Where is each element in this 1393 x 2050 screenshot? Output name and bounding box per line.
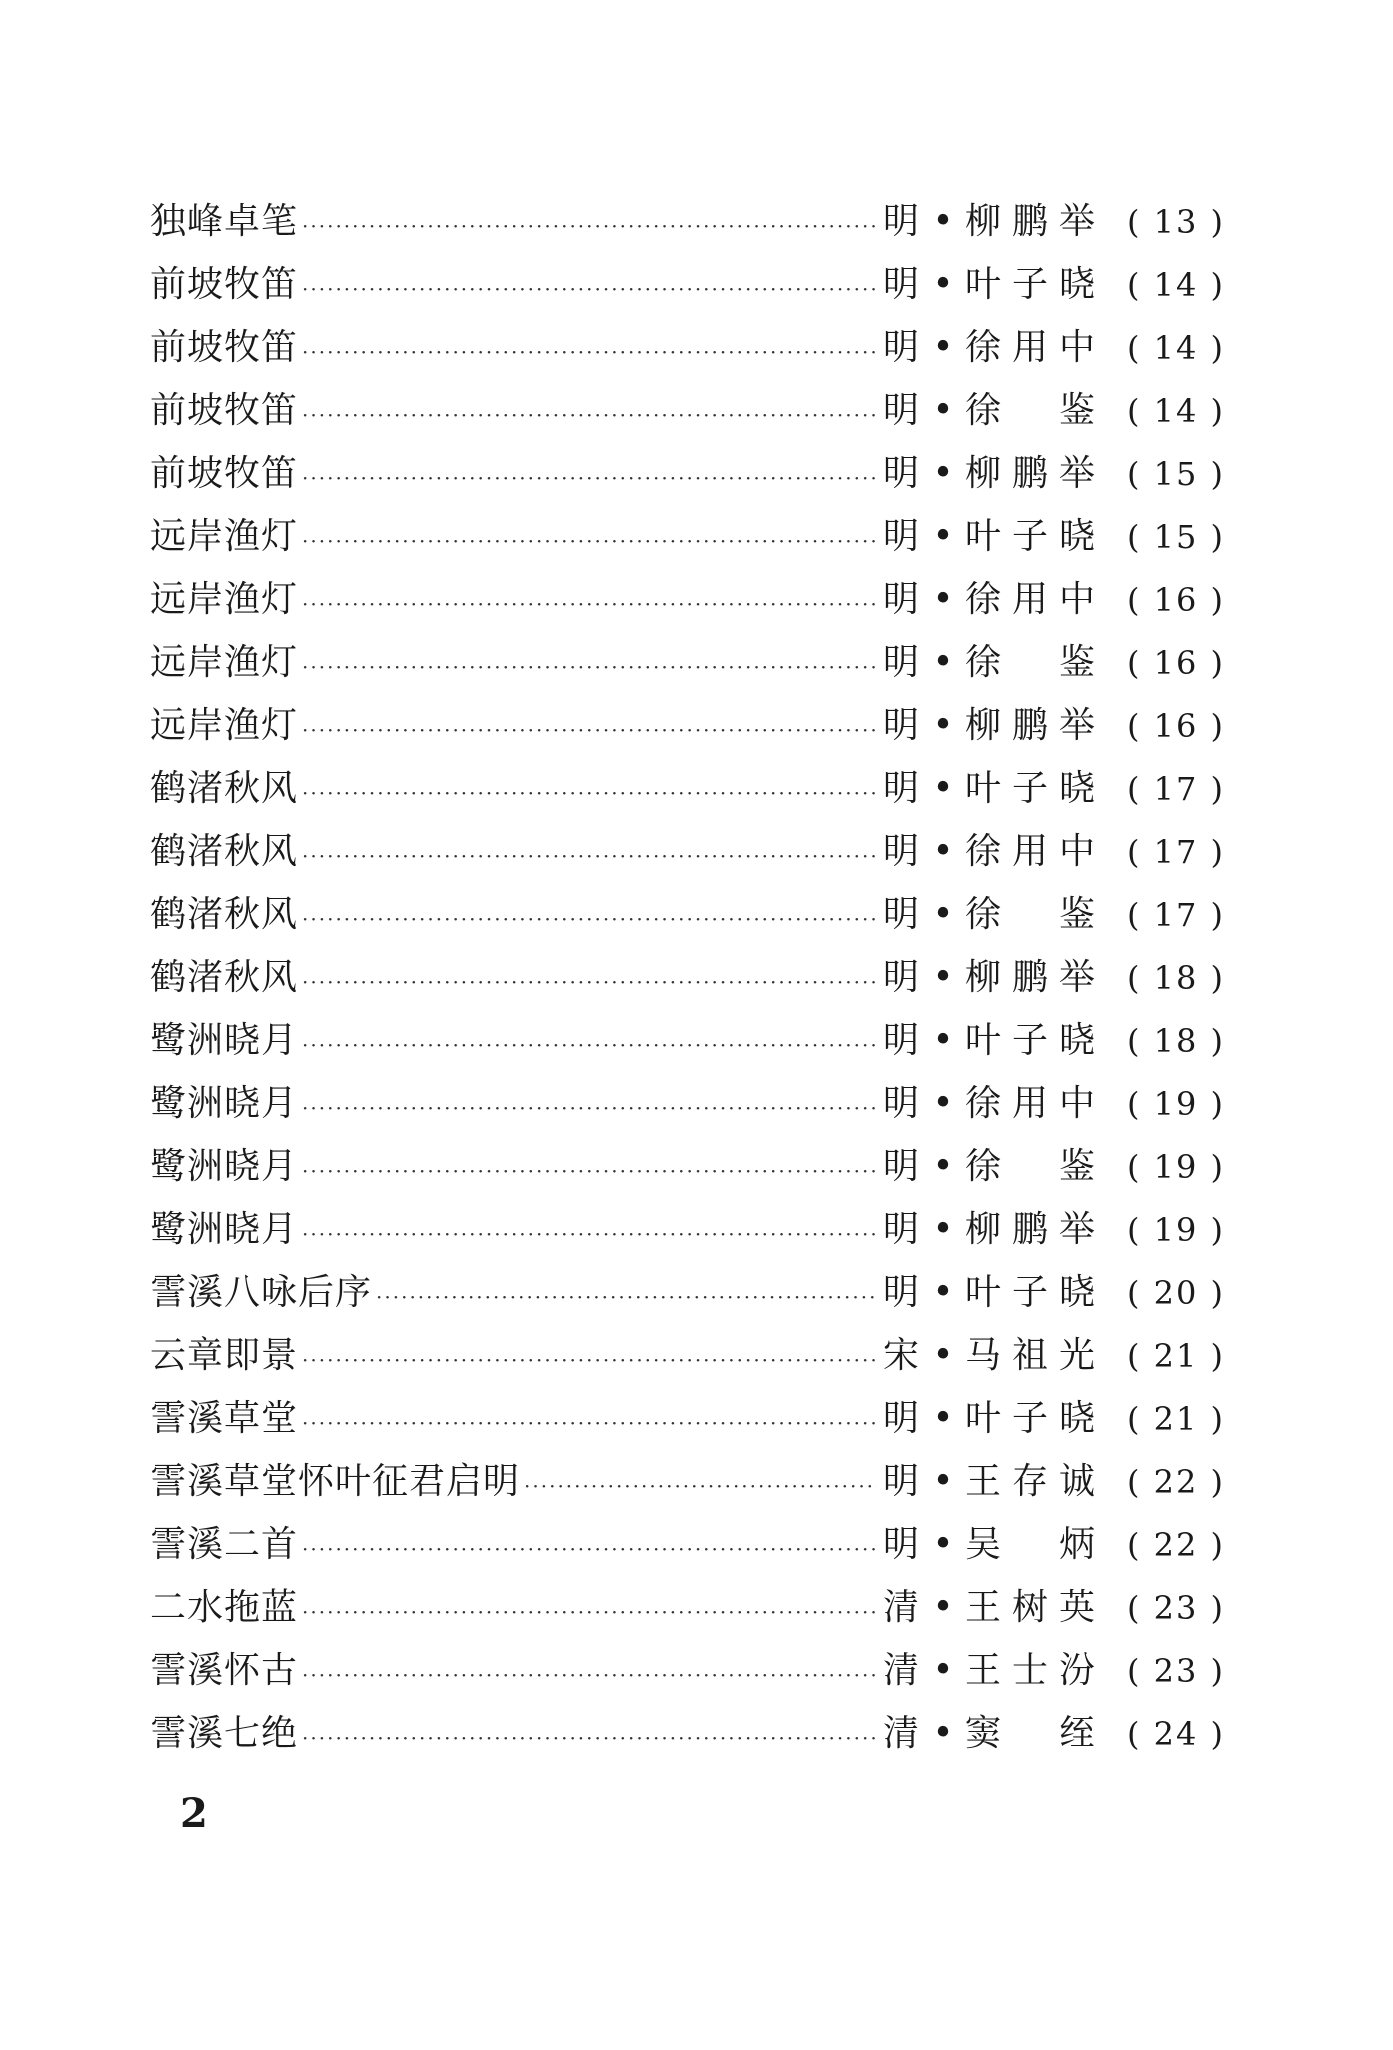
toc-entry-separator: • (932, 957, 954, 998)
toc-entry (150, 1513, 1225, 1576)
toc-entry-dynasty: 清 (882, 1713, 919, 1754)
toc-entry (150, 253, 1225, 316)
toc-entry-dynasty: 明 (882, 1083, 919, 1124)
toc-entry-separator: • (932, 1524, 954, 1565)
toc-entry-dynasty: 明 (882, 390, 919, 431)
toc-entry-separator: • (932, 768, 954, 809)
toc-entry (150, 694, 1225, 757)
toc-entry (150, 1702, 1225, 1765)
dot-leader (302, 195, 877, 258)
toc-entry-page: ( 19 ) (1126, 1211, 1225, 1249)
toc-entry-dynasty: 明 (882, 642, 919, 683)
toc-entry-author: 叶子晓 (965, 1272, 1095, 1313)
toc-entry-title: 鹤渚秋风 (150, 894, 299, 935)
toc-entry-page: ( 17 ) (1126, 896, 1225, 934)
toc-entry-author: 叶子晓 (965, 264, 1095, 305)
toc-entry-dynasty: 明 (882, 264, 919, 305)
toc-entry-author: 徐 鉴 (965, 894, 1095, 935)
toc-entry-separator: • (932, 516, 954, 557)
toc-entry (150, 631, 1225, 694)
toc-entry-title: 远岸渔灯 (150, 705, 299, 746)
toc-entry-title: 霅溪二首 (150, 1524, 299, 1565)
toc-entry-dynasty: 清 (882, 1587, 919, 1628)
toc-entry-title: 远岸渔灯 (150, 642, 299, 683)
toc-entry-title: 霅溪八咏后序 (150, 1272, 373, 1313)
toc-entry-separator: • (932, 1713, 954, 1754)
toc-entry (150, 1198, 1225, 1261)
toc-entry (150, 442, 1225, 505)
toc-entry-author: 柳鹏举 (965, 957, 1095, 998)
toc-entry-author: 马祖光 (965, 1335, 1095, 1376)
toc-entry (150, 1639, 1225, 1702)
toc-entry-author: 柳鹏举 (965, 201, 1095, 242)
toc-entry-dynasty: 明 (882, 1524, 919, 1565)
toc-entry (150, 1072, 1225, 1135)
toc-entry (150, 505, 1225, 568)
toc-entry-dynasty: 明 (882, 831, 919, 872)
toc-entry-separator: • (932, 1209, 954, 1250)
toc-entry-separator: • (932, 264, 954, 305)
toc-entry-separator: • (932, 705, 954, 746)
toc-entry-author: 柳鹏举 (965, 705, 1095, 746)
toc-entry (150, 1261, 1225, 1324)
toc-entry-separator: • (932, 642, 954, 683)
toc-entry-separator: • (932, 1083, 954, 1124)
toc-entry-page: ( 16 ) (1126, 707, 1225, 745)
dot-leader (302, 1644, 877, 1707)
dot-leader (302, 951, 877, 1014)
toc-entry-page: ( 13 ) (1126, 203, 1225, 241)
toc-entry-author: 徐 鉴 (965, 642, 1095, 683)
toc-entry-page: ( 14 ) (1126, 266, 1225, 304)
toc-entry-author: 叶子晓 (965, 1398, 1095, 1439)
dot-leader (524, 1455, 877, 1518)
toc-entry (150, 757, 1225, 820)
toc-entry-page: ( 14 ) (1126, 329, 1225, 367)
toc-entry (150, 379, 1225, 442)
toc-entry-dynasty: 明 (882, 1461, 919, 1502)
toc-entry-author: 窦 绖 (965, 1713, 1095, 1754)
toc-entry-separator: • (932, 831, 954, 872)
toc-entry-title: 云章即景 (150, 1335, 299, 1376)
toc-entry-separator: • (932, 1020, 954, 1061)
dot-leader (302, 1518, 877, 1581)
toc-entry-dynasty: 明 (882, 327, 919, 368)
toc-entry-title: 前坡牧笛 (150, 327, 299, 368)
page-number: 2 (180, 1790, 208, 1837)
dot-leader (376, 1266, 877, 1329)
toc-entry-author: 王士汾 (965, 1650, 1095, 1691)
toc-entry-title: 鹭洲晓月 (150, 1209, 299, 1250)
toc-entry-title: 远岸渔灯 (150, 516, 299, 557)
toc-entry-author: 徐 鉴 (965, 390, 1095, 431)
toc-entry-title: 鹤渚秋风 (150, 768, 299, 809)
dot-leader (302, 1707, 877, 1770)
dot-leader (302, 1140, 877, 1203)
toc-entry-author: 叶子晓 (965, 1020, 1095, 1061)
toc-entry-page: ( 20 ) (1126, 1274, 1225, 1312)
toc-entry-title: 前坡牧笛 (150, 264, 299, 305)
toc-entry (150, 820, 1225, 883)
toc-entry-dynasty: 明 (882, 1020, 919, 1061)
dot-leader (302, 447, 877, 510)
dot-leader (302, 825, 877, 888)
toc-entry-author: 柳鹏举 (965, 1209, 1095, 1250)
toc-entry-separator: • (932, 1587, 954, 1628)
dot-leader (302, 1203, 877, 1266)
dot-leader (302, 1392, 877, 1455)
toc-entry-page: ( 18 ) (1126, 1022, 1225, 1060)
toc-entry (150, 1135, 1225, 1198)
toc-entry-page: ( 16 ) (1126, 644, 1225, 682)
toc-entry-author: 王存诚 (965, 1461, 1095, 1502)
toc-entry-page: ( 18 ) (1126, 959, 1225, 997)
toc-entry-separator: • (932, 1650, 954, 1691)
dot-leader (302, 1077, 877, 1140)
toc-entry (150, 316, 1225, 379)
toc-entry-page: ( 23 ) (1126, 1652, 1225, 1690)
toc-entry-page: ( 15 ) (1126, 518, 1225, 556)
toc-entry (150, 1009, 1225, 1072)
toc-entry-separator: • (932, 894, 954, 935)
toc-entry-dynasty: 明 (882, 579, 919, 620)
toc-entry-title: 鹭洲晓月 (150, 1083, 299, 1124)
dot-leader (302, 258, 877, 321)
toc-entry-dynasty: 宋 (882, 1335, 919, 1376)
toc-entry-dynasty: 明 (882, 705, 919, 746)
toc-entry-dynasty: 明 (882, 957, 919, 998)
dot-leader (302, 888, 877, 951)
toc-entry-title: 霅溪七绝 (150, 1713, 299, 1754)
toc-entry-title: 远岸渔灯 (150, 579, 299, 620)
toc-entry-title: 霅溪草堂 (150, 1398, 299, 1439)
toc-entry-separator: • (932, 1461, 954, 1502)
toc-entry-author: 徐用中 (965, 1083, 1095, 1124)
toc-entry-dynasty: 清 (882, 1650, 919, 1691)
toc-entry-author: 柳鹏举 (965, 453, 1095, 494)
toc-entry-author: 徐用中 (965, 579, 1095, 620)
toc-entry-dynasty: 明 (882, 894, 919, 935)
toc-entry-dynasty: 明 (882, 453, 919, 494)
table-of-contents (150, 190, 1225, 1765)
toc-entry-separator: • (932, 1146, 954, 1187)
toc-entry-author: 徐 鉴 (965, 1146, 1095, 1187)
toc-entry-page: ( 21 ) (1126, 1337, 1225, 1375)
toc-entry-page: ( 16 ) (1126, 581, 1225, 619)
toc-entry-page: ( 19 ) (1126, 1148, 1225, 1186)
dot-leader (302, 1014, 877, 1077)
toc-entry-separator: • (932, 201, 954, 242)
toc-entry (150, 190, 1225, 253)
toc-entry-separator: • (932, 390, 954, 431)
toc-entry-separator: • (932, 1272, 954, 1313)
toc-entry-dynasty: 明 (882, 768, 919, 809)
toc-entry-page: ( 24 ) (1126, 1715, 1225, 1753)
toc-entry-page: ( 15 ) (1126, 455, 1225, 493)
toc-entry-page: ( 19 ) (1126, 1085, 1225, 1123)
toc-entry-page: ( 23 ) (1126, 1589, 1225, 1627)
toc-entry-author: 徐用中 (965, 327, 1095, 368)
toc-entry-title: 鹤渚秋风 (150, 831, 299, 872)
toc-entry (150, 883, 1225, 946)
toc-entry-author: 叶子晓 (965, 768, 1095, 809)
toc-entry-title: 前坡牧笛 (150, 390, 299, 431)
toc-entry-page: ( 21 ) (1126, 1400, 1225, 1438)
toc-entry-dynasty: 明 (882, 201, 919, 242)
dot-leader (302, 321, 877, 384)
toc-entry-title: 鹭洲晓月 (150, 1020, 299, 1061)
toc-entry-separator: • (932, 1398, 954, 1439)
dot-leader (302, 762, 877, 825)
dot-leader (302, 636, 877, 699)
toc-entry-title: 独峰卓笔 (150, 201, 299, 242)
toc-entry-separator: • (932, 327, 954, 368)
toc-entry-title: 霅溪怀古 (150, 1650, 299, 1691)
dot-leader (302, 699, 877, 762)
toc-entry (150, 1324, 1225, 1387)
toc-entry-page: ( 22 ) (1126, 1463, 1225, 1501)
toc-entry-dynasty: 明 (882, 1146, 919, 1187)
toc-entry-title: 鹭洲晓月 (150, 1146, 299, 1187)
toc-entry-dynasty: 明 (882, 1272, 919, 1313)
toc-entry-author: 吴 炳 (965, 1524, 1095, 1565)
toc-entry-title: 鹤渚秋风 (150, 957, 299, 998)
toc-entry-separator: • (932, 579, 954, 620)
toc-entry (150, 1450, 1225, 1513)
toc-entry (150, 1387, 1225, 1450)
toc-entry-author: 王树英 (965, 1587, 1095, 1628)
toc-entry-author: 叶子晓 (965, 516, 1095, 557)
dot-leader (302, 1581, 877, 1644)
toc-entry-title: 前坡牧笛 (150, 453, 299, 494)
toc-entry-dynasty: 明 (882, 1209, 919, 1250)
toc-entry-separator: • (932, 453, 954, 494)
toc-entry-separator: • (932, 1335, 954, 1376)
toc-entry-dynasty: 明 (882, 516, 919, 557)
toc-entry (150, 946, 1225, 1009)
toc-entry (150, 1576, 1225, 1639)
dot-leader (302, 510, 877, 573)
dot-leader (302, 384, 877, 447)
toc-entry-title: 霅溪草堂怀叶征君启明 (150, 1461, 521, 1502)
toc-entry-author: 徐用中 (965, 831, 1095, 872)
dot-leader (302, 1329, 877, 1392)
dot-leader (302, 573, 877, 636)
toc-entry-page: ( 17 ) (1126, 833, 1225, 871)
toc-entry-page: ( 14 ) (1126, 392, 1225, 430)
toc-entry-dynasty: 明 (882, 1398, 919, 1439)
toc-entry-title: 二水拖蓝 (150, 1587, 299, 1628)
toc-entry-page: ( 22 ) (1126, 1526, 1225, 1564)
toc-entry (150, 568, 1225, 631)
toc-entry-page: ( 17 ) (1126, 770, 1225, 808)
